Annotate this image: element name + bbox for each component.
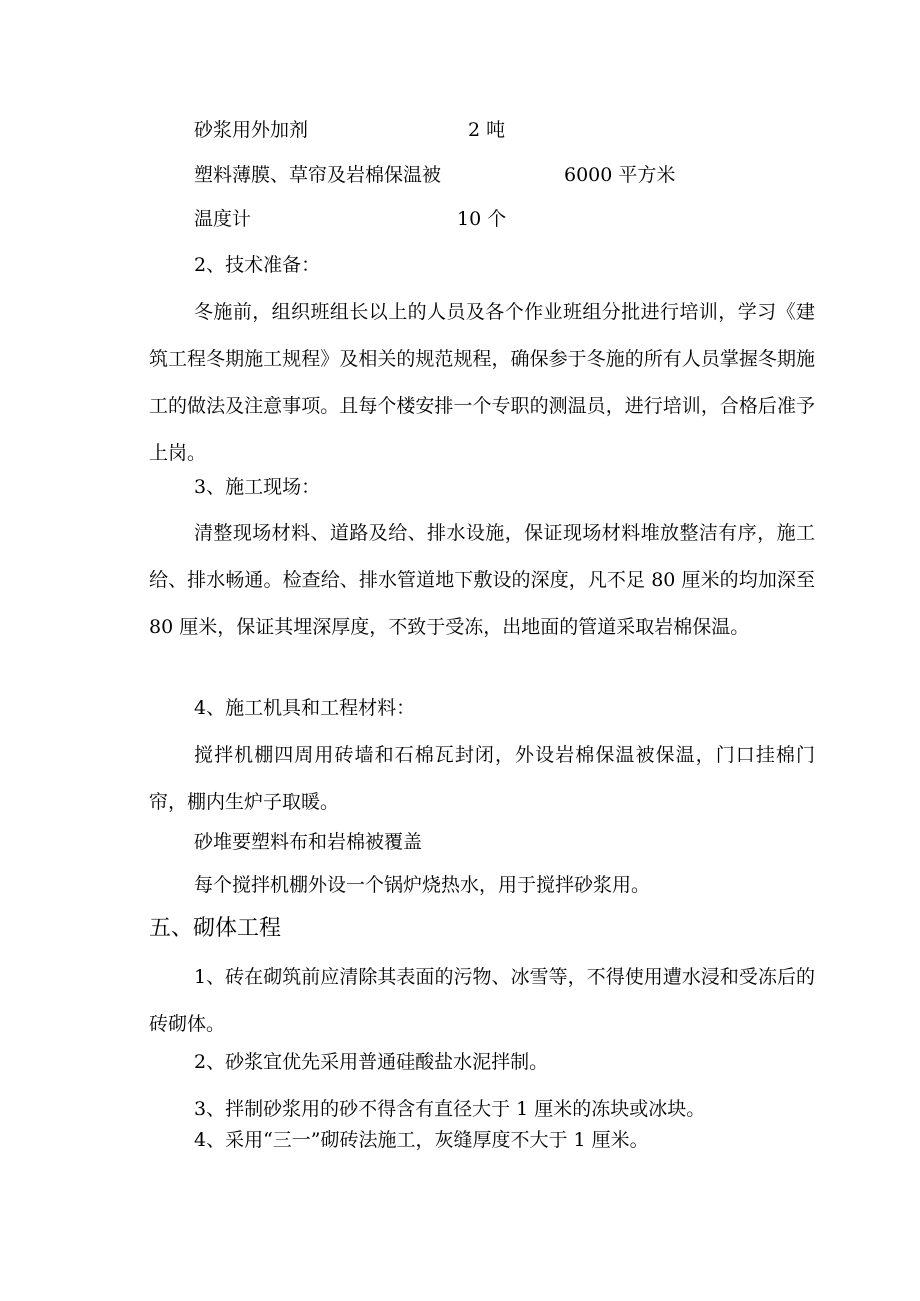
equipment-paragraph-3: 每个搅拌机棚外设一个锅炉烧热水，用于搅拌砂浆用。: [194, 874, 651, 896]
section-5-item-4: 4、采用“三一”砌砖法施工，灰缝厚度不大于 1 厘米。: [194, 1129, 649, 1151]
material-name-3: 温度计: [194, 208, 252, 230]
section-5-item-2: 2、砂浆宜优先采用普通硅酸盐水泥拌制。: [194, 1051, 549, 1073]
tech-prep-paragraph: 冬施前，组织班组长以上的人员及各个作业班组分批进行培训，学习《建筑工程冬期施工规程》及相关的规范规程，确保参于冬施的所有人员掌握冬期施工的做法及注意事项。且每个楼安排一个专职的测温员，进行培训，合格后准予上岗。: [149, 301, 815, 464]
section-5-item-3: 3、拌制砂浆用的砂不得含有直径大于 1 厘米的冻块或冰块。: [194, 1098, 706, 1120]
site-heading: 3、施工现场：: [194, 476, 321, 498]
material-name-2: 塑料薄膜、草帘及岩棉保温被: [194, 164, 442, 186]
tech-prep-heading: 2、技术准备：: [194, 254, 321, 276]
site-paragraph: 清整现场材料、道路及给、排水设施，保证现场材料堆放整洁有序，施工给、排水畅通。检查给、排水管道地下敷设的深度，凡不足 80 厘米的均加深至 80 厘米，保证其埋深厚度，不致于受冻，出地面的管道采取岩棉保温。: [149, 522, 815, 638]
section-5-title: 五、砌体工程: [149, 916, 282, 941]
material-qty-1: 2 吨: [468, 119, 506, 141]
equipment-heading: 4、施工机具和工程材料：: [194, 697, 416, 719]
material-qty-3: 10 个: [457, 208, 507, 230]
equipment-paragraph-1: 搅拌机棚四周用砖墙和石棉瓦封闭，外设岩棉保温被保温，门口挂棉门帘，棚内生炉子取暖。: [149, 744, 815, 813]
equipment-paragraph-2: 砂堆要塑料布和岩棉被覆盖: [194, 831, 423, 853]
material-qty-2: 6000 平方米: [564, 164, 676, 186]
material-name-1: 砂浆用外加剂: [194, 119, 309, 141]
section-5-item-1: 1、砖在砌筑前应清除其表面的污物、冰雪等，不得使用遭水浸和受冻后的砖砌体。: [149, 966, 815, 1035]
